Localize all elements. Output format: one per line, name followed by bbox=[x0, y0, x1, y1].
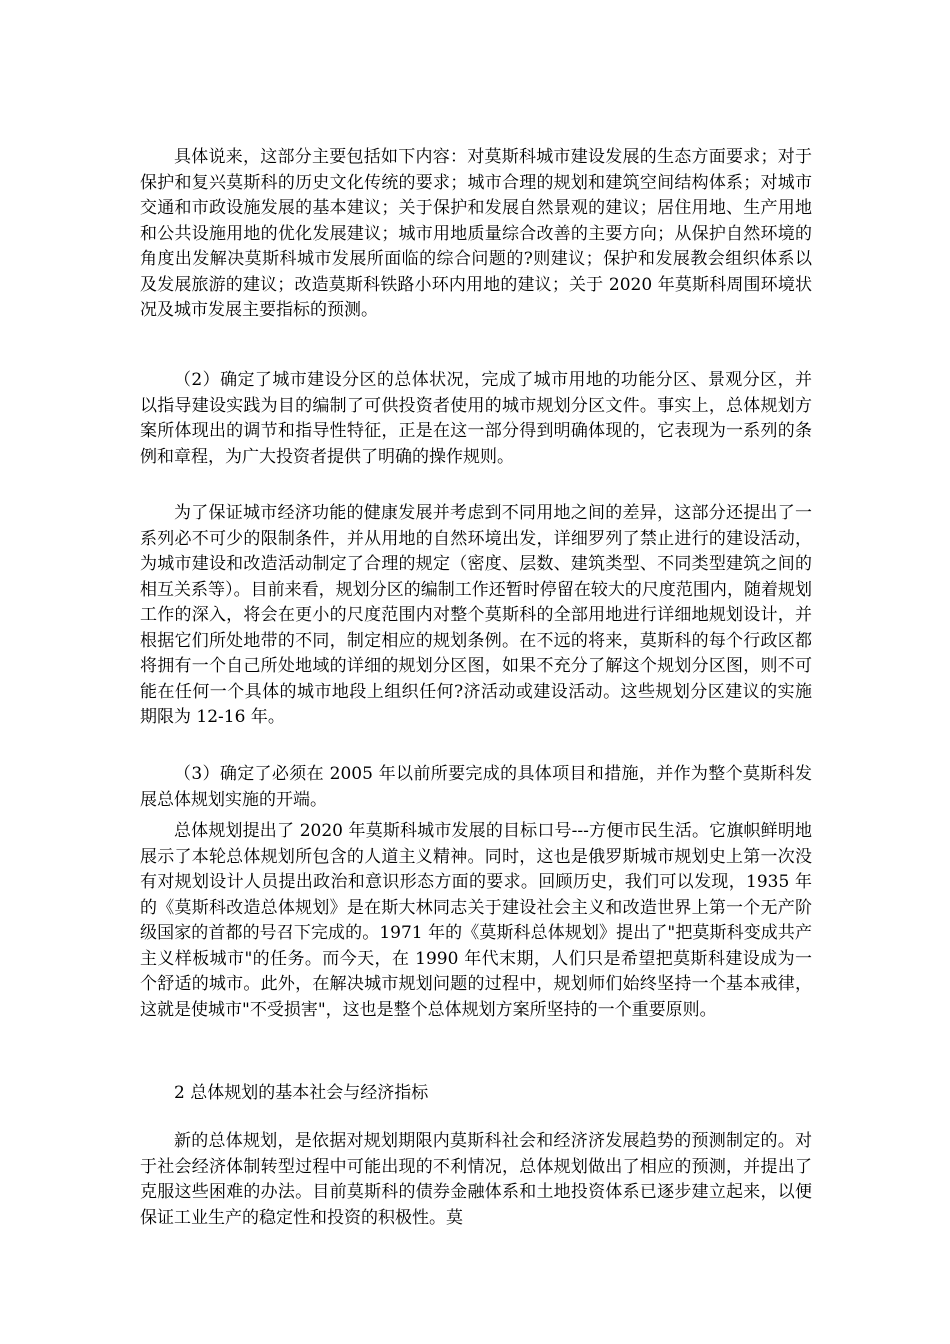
paragraph-content-overview: 具体说来，这部分主要包括如下内容：对莫斯科城市建设发展的生态方面要求；对于保护和复兴莫斯科的历史文化传统的要求；城市合理的规划和建筑空间结构体系；对城市交通和市政设施发展的基本建议；关于保护和发展自然景观的建议；居住用地、生产用地和公共设施用地的优化发展建议；城市用地质量综合改善的主要方向；从保护自然环境的角度出发解决莫斯科城市发展所面临的综合问题的?则建议；保护和发展教会组织体系以及发展旅游的建议；改造莫斯科铁路小环内用地的建议；关于 2020 年莫斯科周围环境状况及城市发展主要指标的预测。 bbox=[140, 147, 812, 320]
paragraph-projects-2005: （3）确定了必须在 2005 年以前所要完成的具体项目和措施，并作为整个莫斯科发展总体规划实施的开端。 bbox=[140, 764, 812, 810]
paragraph-social-economic: 新的总体规划，是依据对规划期限内莫斯科社会和经济济发展趋势的预测制定的。对于社会经济体制转型过程中可能出现的不利情况，总体规划做出了相应的预测，并提出了克服这些困难的办法。目前莫斯科的债券金融体系和土地投资体系已逐步建立起来，以便保证工业生产的稳定性和投资的积极性。莫 bbox=[140, 1131, 812, 1228]
paragraph-zoning-status: （2）确定了城市建设分区的总体状况，完成了城市用地的功能分区、景观分区，并以指导建设实践为目的编制了可供投资者使用的城市规划分区文件。事实上，总体规划方案所体现出的调节和指导性特征，正是在这一部分得到明确体现的，它表现为一系列的条例和章程，为广大投资者提供了明确的操作规则。 bbox=[140, 370, 812, 467]
paragraph-restrictions: 为了保证城市经济功能的健康发展并考虑到不同用地之间的差异，这部分还提出了一系列必不可少的限制条件，并从用地的自然环境出发，详细罗列了禁止进行的建设活动，为城市建设和改造活动制定了合理的规定（密度、层数、建筑类型、不同类型建筑之间的相互关系等）。目前来看，规划分区的编制工作还暂时停留在较大的尺度范围内，随着规划工作的深入，将会在更小的尺度范围内对整个莫斯科的全部用地进行详细地规划设计，并根据它们所处地带的不同，制定相应的规划条例。在不远的将来，莫斯科的每个行政区都将拥有一个自己所处地域的详细的规划分区图，如果不充分了解这个规划分区图，则不可能在任何一个具体的城市地段上组织任何?济活动或建设活动。这些规划分区建议的实施期限为 12-16 年。 bbox=[140, 503, 812, 727]
section-heading: 2 总体规划的基本社会与经济指标 bbox=[174, 1083, 429, 1103]
paragraph-goal-slogan: 总体规划提出了 2020 年莫斯科城市发展的目标口号---方便市民生活。它旗帜鲜明地展示了本轮总体规划所包含的人道主义精神。同时，这也是俄罗斯城市规划史上第一次没有对规划设计人员提出政治和意识形态方面的要求。回顾历史，我们可以发现，1935 年的《莫斯科改造总体规划》是在斯大林同志关于建设社会主义和改造世界上第一个无产阶级国家的首都的号召下完成的。1971 年的《莫斯科总体规划》提出了"把莫斯科变成共产主义样板城市"的任务。而今天，在 1990 年代末期，人们只是希望把莫斯科建设成为一个舒适的城市。此外，在解决城市规划问题的过程中，规划师们始终坚持一个基本戒律，这就是使城市"不受损害"，这也是整个总体规划方案所坚持的一个重要原则。 bbox=[140, 821, 812, 1020]
